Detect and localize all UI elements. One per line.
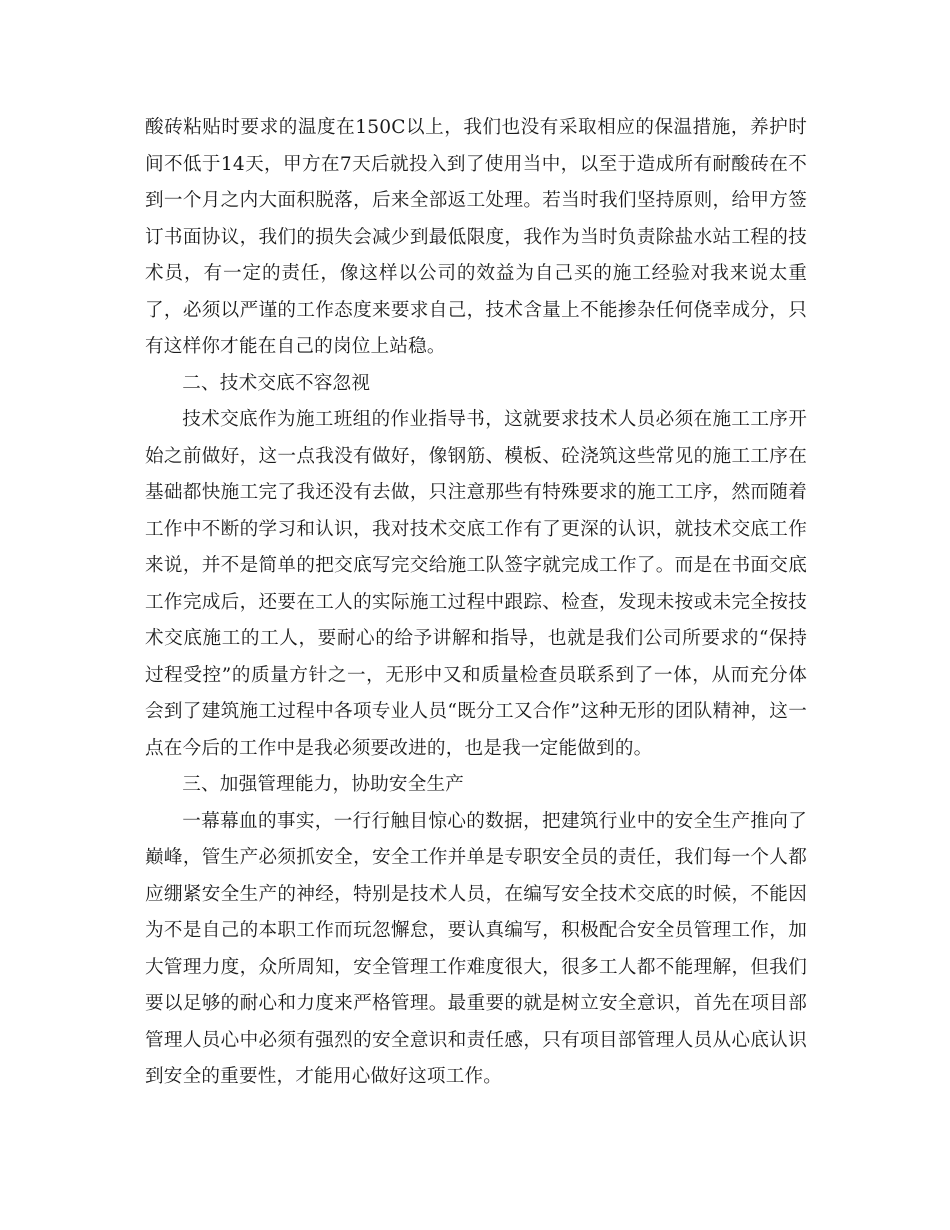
paragraph-safety-management: 一幕幕血的事实，一行行触目惊心的数据，把建筑行业中的安全生产推向了巅峰，管生产必须抓安全，安全工作并单是专职安全员的责任，我们每一个人都应绷紧安全生产的神经，特别是技术人员，在编写安全技术交底的时候，不能因为不是自己的本职工作而玩忽懈怠，要认真编写，积极配合安全员管理工作，加大管理力度，众所周知，安全管理工作难度很大，很多工人都不能理解，但我们要以足够的耐心和力度来严格管理。最重要的就是树立安全意识，首先在项目部管理人员心中必须有强烈的安全意识和责任感，只有项目部管理人员从心底认识到安全的重要性，才能用心做好这项工作。	[145, 810, 807, 1087]
section-heading-2: 二、技术交底不容忽视	[182, 372, 371, 394]
paragraph-continuation: 酸砖粘贴时要求的温度在150C以上，我们也没有采取相应的保温措施，养护时间不低于14天，甲方在7天后就投入到了使用当中，以至于造成所有耐酸砖在不到一个月之内大面积脱落，后来全部返工处理。若当时我们坚持原则，给甲方签订书面协议，我们的损失会减少到最低限度，我作为当时负责除盐水站工程的技术员，有一定的责任，像这样以公司的效益为自己买的施工经验对我来说太重了，必须以严谨的工作态度来要求自己，技术含量上不能掺杂任何侥幸成分，只有这样你才能在自己的岗位上站稳。	[145, 117, 807, 357]
paragraph-technical-disclosure: 技术交底作为施工班组的作业指导书，这就要求技术人员必须在施工工序开始之前做好，这一点我没有做好，像钢筋、模板、砼浇筑这些常见的施工工序在基础都快施工完了我还没有去做，只注意那些有特殊要求的施工工序，然而随着工作中不断的学习和认识，我对技术交底工作有了更深的认识，就技术交底工作来说，并不是简单的把交底写完交给施工队签字就完成工作了。而是在书面交底工作完成后，还要在工人的实际施工过程中跟踪、检查，发现未按或未完全按技术交底施工的工人，要耐心的给予讲解和指导，也就是我们公司所要求的“保持过程受控”的质量方针之一，无形中又和质量检查员联系到了一体，从而充分体会到了建筑施工过程中各项专业人员“既分工又合作”这种无形的团队精神，这一点在今后的工作中是我必须要改进的，也是我一定能做到的。	[145, 409, 807, 759]
section-heading-3: 三、加强管理能力，协助安全生产	[182, 774, 465, 795]
document-body	[145, 110, 807, 1096]
